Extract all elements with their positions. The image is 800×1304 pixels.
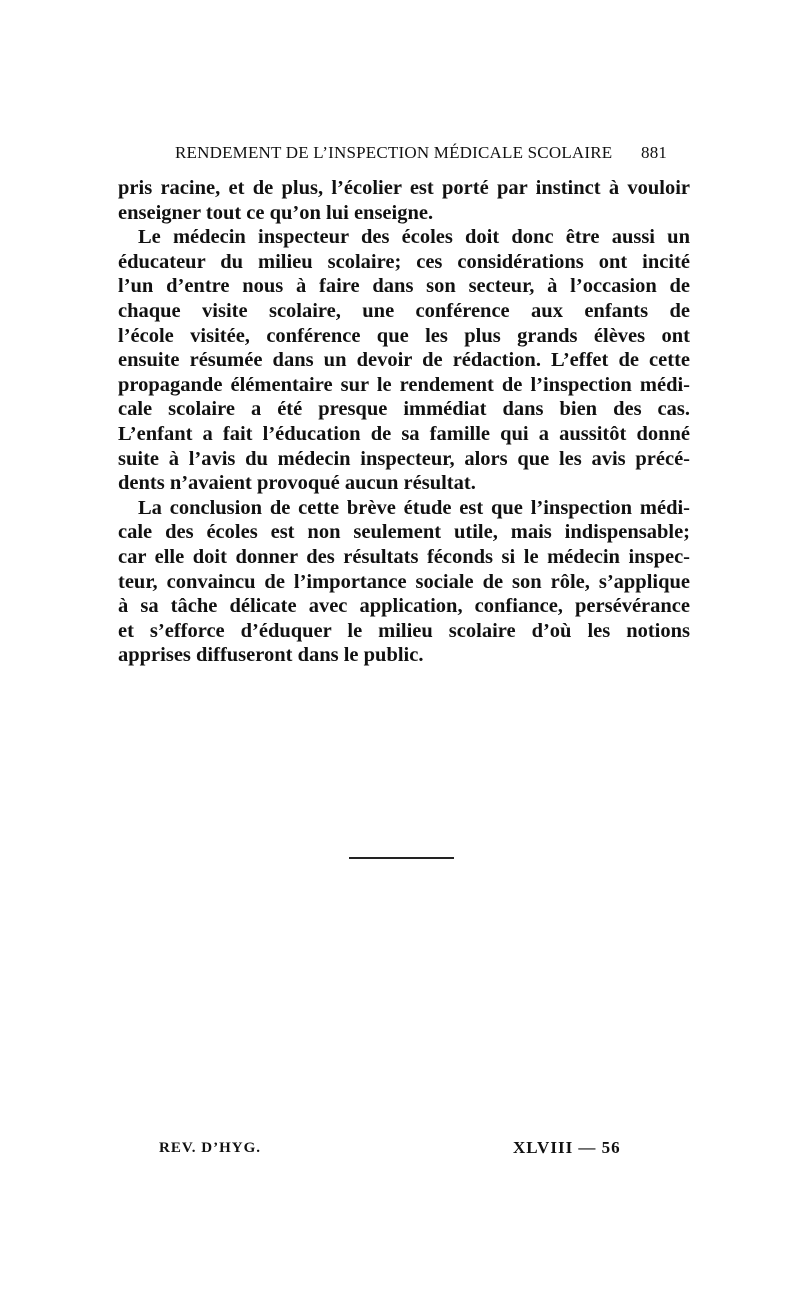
text-line: car elle doit donner des résultats féconds si le médecin inspec- [118,545,690,568]
text-line: teur, convaincu de l’importance sociale de son rôle, s’applique [118,570,690,593]
text-line: propagande élémentaire sur le rendement de l’inspection médi- [118,373,690,396]
text-line: apprises diffuseront dans le public. [118,644,424,667]
text-line: l’un d’entre nous à faire dans son secteur, à l’occasion de [118,275,690,298]
text-line: éducateur du milieu scolaire; ces considérations ont incité [118,250,690,273]
section-divider [349,857,454,859]
text-line: suite à l’avis du médecin inspecteur, alors que les avis précé- [118,447,690,470]
text-line: l’école visitée, conférence que les plus grands élèves ont [118,324,690,347]
text-line: cale scolaire a été presque immédiat dans bien des cas. [118,398,690,421]
text-line: La conclusion de cette brève étude est que l’inspection médi- [138,496,690,519]
text-line: chaque visite scolaire, une conférence aux enfants de [118,299,690,322]
text-line: pris racine, et de plus, l’écolier est porté par instinct à vouloir [118,177,690,199]
text-line: et s’efforce d’éduquer le milieu scolaire d’où les notions [118,619,690,642]
text-line: à sa tâche délicate avec application, confiance, persévérance [118,595,690,618]
text-line: Le médecin inspecteur des écoles doit donc être aussi un [138,226,690,249]
text-line: cale des écoles est non seulement utile, mais indispensable; [118,521,690,544]
footer-journal: REV. D’HYG. [159,1140,261,1156]
body-text [118,176,690,668]
text-line: enseigner tout ce qu’on lui enseigne. [118,201,434,224]
text-line: L’enfant a fait l’éducation de sa famille qui a aussitôt donné [118,422,690,445]
page-number: 881 [641,143,668,162]
text-line: ensuite résumée dans un devoir de rédaction. L’effet de cette [118,349,690,372]
text-line: dents n’avaient provoqué aucun résultat. [118,472,476,495]
footer-volume: XLVIII — 56 [513,1138,621,1157]
running-title: RENDEMENT DE L’INSPECTION MÉDICALE SCOLAIRE [175,143,613,162]
